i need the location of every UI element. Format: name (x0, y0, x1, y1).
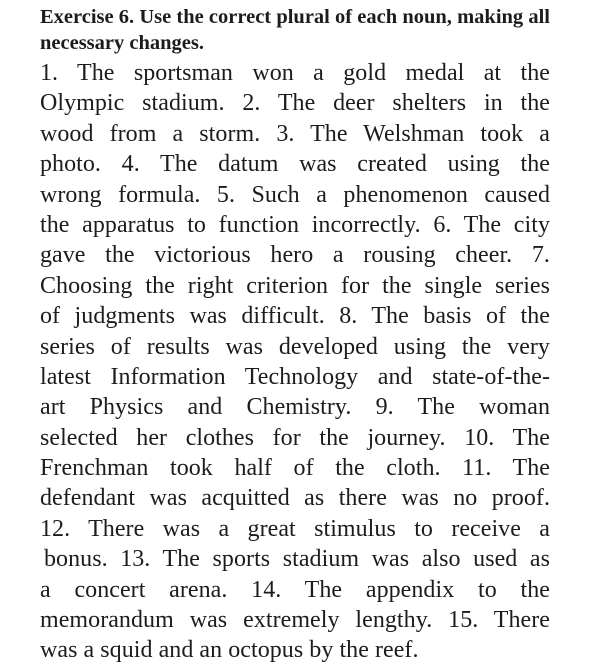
exercise-heading: Exercise 6. Use the correct plural of each noun, making all necessary changes. (40, 6, 550, 54)
text-line: the apparatus to function incorrectly. 6. The city (40, 211, 550, 238)
text-line: 1. The sportsman won a gold medal at the (40, 60, 550, 86)
text-line: latest Information Technology and state-of-the- (40, 363, 550, 390)
text-line: series of results was developed using the very (40, 333, 550, 360)
text-line: wood from a storm. 3. The Welshman took a (40, 120, 550, 147)
text-line: Frenchman took half of the cloth. 11. The (40, 455, 550, 482)
text-line: was a squid and an octopus by the reef. (40, 637, 419, 664)
text-line: of judgments was difficult. 8. The basis of the (40, 303, 550, 330)
text-line: defendant was acquitted as there was no proof. (40, 485, 550, 512)
text-line: Choosing the right criterion for the single series (40, 272, 550, 299)
text-line: art Physics and Chemistry. 9. The woman (40, 394, 550, 421)
text-line: 12. There was a great stimulus to receive a (40, 515, 550, 542)
text-line: memorandum was extremely lengthy. 15. There (40, 607, 550, 634)
text-line: photo. 4. The datum was created using the (40, 151, 550, 178)
text-line: gave the victorious hero a rousing cheer. 7. (40, 242, 550, 269)
text-line: Olympic stadium. 2. The deer shelters in the (40, 90, 550, 117)
text-line: wrong formula. 5. Such a phenomenon caused (40, 181, 550, 208)
text-line: a concert arena. 14. The appendix to the (40, 576, 550, 603)
text-line: bonus. 13. The sports stadium was also used as (44, 546, 550, 573)
exercise-text (40, 58, 550, 666)
text-line: selected her clothes for the journey. 10. The (40, 424, 550, 451)
